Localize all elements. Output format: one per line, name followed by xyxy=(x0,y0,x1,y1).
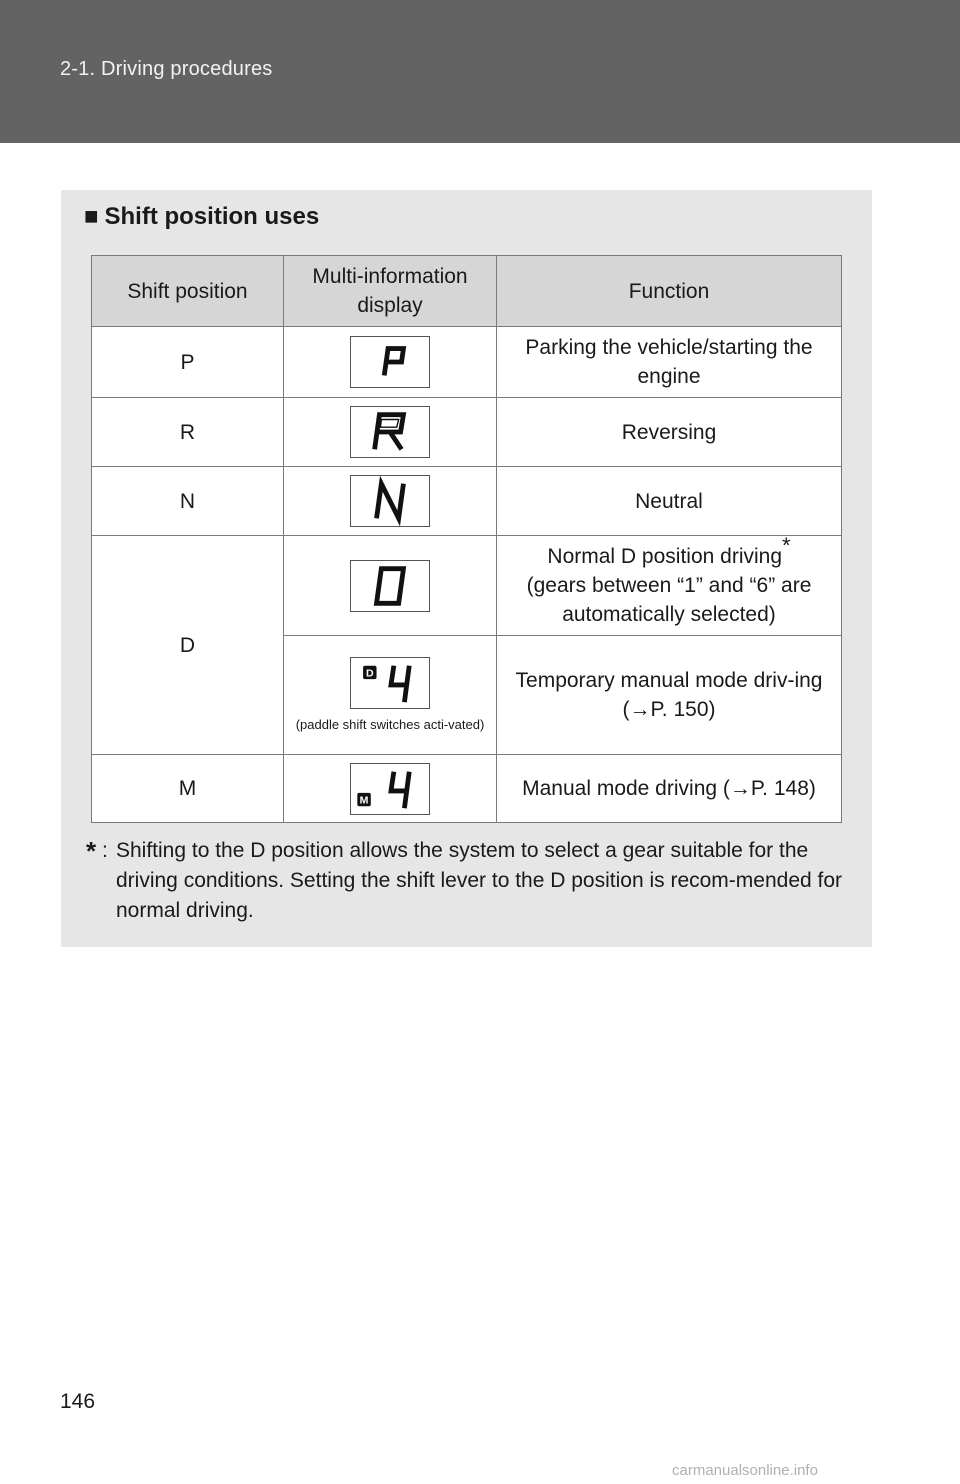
header-function: Function xyxy=(497,256,842,327)
table-row xyxy=(92,467,842,536)
table-row xyxy=(92,536,842,636)
display-note: (paddle shift switches acti-vated) xyxy=(295,717,485,732)
section-title xyxy=(84,203,319,231)
function-cell: Reversing xyxy=(497,398,842,467)
table-row xyxy=(92,327,842,398)
footnote-asterisk: * xyxy=(86,836,97,866)
function-cell xyxy=(497,533,842,636)
footnote-asterisk: * xyxy=(782,533,791,558)
display-cell xyxy=(284,327,497,398)
footnote xyxy=(86,836,846,926)
position-cell: R xyxy=(92,398,284,467)
section-title-text: Shift position uses xyxy=(104,203,320,230)
position-cell: M xyxy=(92,755,284,823)
display-cell xyxy=(284,467,497,536)
function-cell: Temporary manual mode driv-ing (→P. 150) xyxy=(497,636,842,755)
function-cell: Manual mode driving (→P. 148) xyxy=(497,755,842,823)
position-cell: P xyxy=(92,327,284,398)
position-cell: N xyxy=(92,467,284,536)
position-cell: D xyxy=(92,536,284,755)
header-shift-position: Shift position xyxy=(92,256,284,327)
p-display-icon xyxy=(350,336,430,388)
table-header-row xyxy=(92,256,842,327)
d-display-icon xyxy=(350,560,430,612)
page-header xyxy=(0,0,960,143)
page-number: 146 xyxy=(60,1390,96,1413)
function-cell: Parking the vehicle/starting the engine xyxy=(497,327,842,398)
svg-text:M: M xyxy=(359,793,369,806)
watermark: carmanualsonline.info xyxy=(672,1462,818,1479)
display-cell xyxy=(284,398,497,467)
function-text: Normal D position driving xyxy=(547,545,783,568)
table-row xyxy=(92,398,842,467)
table-row xyxy=(92,755,842,823)
section-breadcrumb: 2-1. Driving procedures xyxy=(60,58,273,80)
d4-display-icon xyxy=(350,657,430,709)
function-extra: (gears between “1” and “6” are automatically selected) xyxy=(526,574,812,626)
shift-position-table xyxy=(91,255,842,823)
display-cell xyxy=(284,636,497,755)
n-display-icon xyxy=(350,475,430,527)
function-cell: Neutral xyxy=(497,467,842,536)
display-cell xyxy=(284,536,497,636)
square-bullet-icon: ■ xyxy=(84,203,99,230)
r-display-icon xyxy=(350,406,430,458)
m4-display-icon xyxy=(350,763,430,815)
header-multi-info-display: Multi-information display xyxy=(284,256,497,327)
footnote-text: Shifting to the D position allows the system to select a gear suitable for the driving conditions. Setting the shift lever to the D position is recom-mended for normal driving. xyxy=(116,839,843,922)
display-cell xyxy=(284,755,497,823)
svg-text:D: D xyxy=(365,667,374,680)
footnote-colon: : xyxy=(102,839,108,862)
